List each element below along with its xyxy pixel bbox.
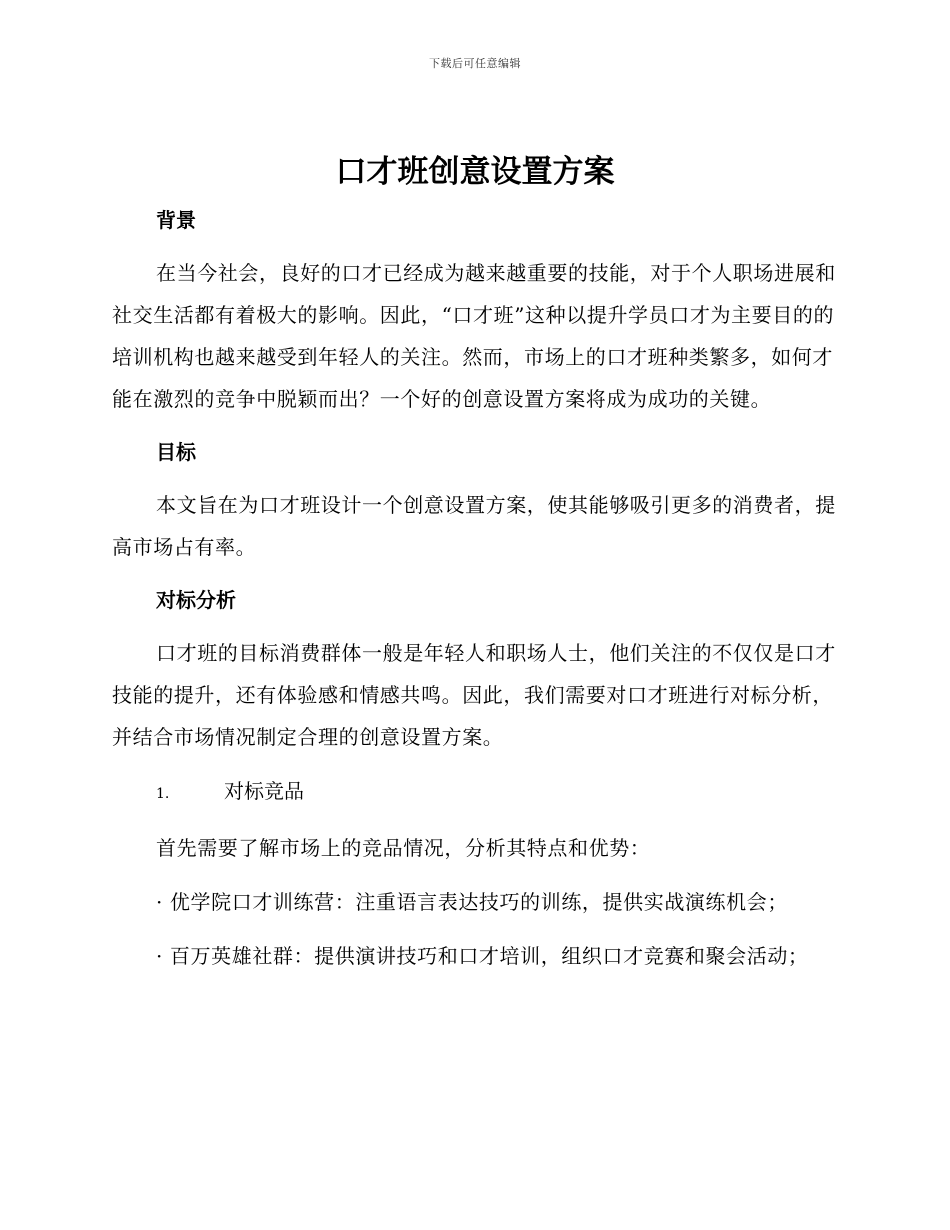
paragraph-background: 在当今社会，良好的口才已经成为越来越重要的技能，对于个人职场进展和社交生活都有着极大的影响。因此，“口才班”这种以提升学员口才为主要目的的培训机构也越来越受到年轻人的关注。然而，市场上的口才班种类繁多，如何才能在激烈的竞争中脱颖而出？一个好的创意设置方案将成为成功的关键。 — [112, 261, 836, 411]
paragraph-competitor-intro: 首先需要了解市场上的竞品情况，分析其特点和优势： — [156, 836, 651, 860]
document-body — [112, 200, 838, 977]
numbered-item-number: 1. — [156, 786, 170, 802]
bullet-item: · 优学院口才训练营：注重语言表达技巧的训练，提供实战演练机会； — [156, 890, 788, 914]
numbered-item-1 — [112, 770, 838, 815]
paragraph-goal: 本文旨在为口才班设计一个创意设置方案，使其能够吸引更多的消费者，提高市场占有率。 — [112, 493, 836, 559]
section-heading-benchmark: 对标分析 — [156, 588, 236, 612]
document-title: 口才班创意设置方案 — [335, 154, 615, 190]
paragraph-benchmark: 口才班的目标消费群体一般是年轻人和职场人士，他们关注的不仅仅是口才技能的提升，还有体验感和情感共鸣。因此，我们需要对口才班进行对标分析，并结合市场情况制定合理的创意设置方案。 — [112, 641, 836, 749]
numbered-item-label: 对标竞品 — [224, 779, 304, 803]
section-heading-goal: 目标 — [156, 440, 196, 464]
header-note: 下载后可任意编辑 — [429, 57, 521, 70]
bullet-item: · 百万英雄社群：提供演讲技巧和口才培训，组织口才竞赛和聚会活动； — [156, 944, 809, 968]
section-heading-background: 背景 — [156, 208, 196, 232]
